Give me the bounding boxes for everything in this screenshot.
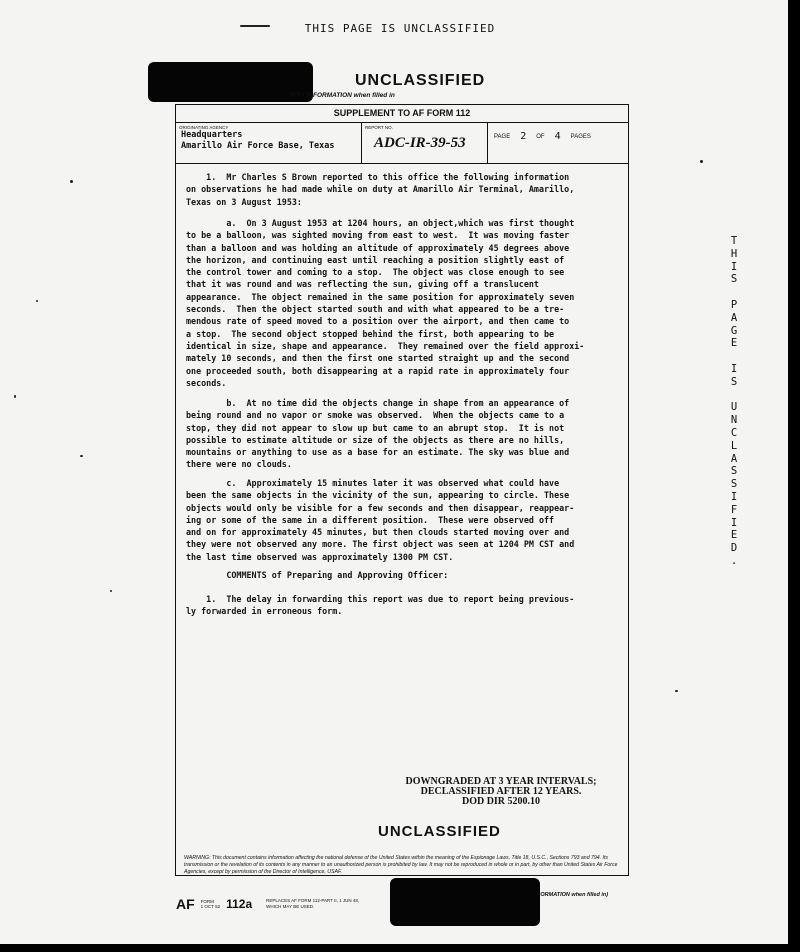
side-text-char: P: [730, 298, 738, 311]
af-label: AF: [176, 896, 195, 912]
side-text-char: [727, 350, 741, 363]
page-total: 4: [554, 131, 561, 142]
comments-heading: COMMENTS of Preparing and Approving Officer:: [186, 570, 449, 580]
downgrade-line-2: DECLASSIFIED AFTER 12 YEARS.: [420, 786, 582, 797]
side-text-char: U: [730, 401, 738, 414]
replaces-note: REPLACES AF FORM 112-PART II, 1 JUN 48, WHICH MAY BE USED.: [266, 898, 360, 909]
pages-label: PAGES: [570, 133, 591, 140]
scan-speck: [14, 395, 16, 398]
side-text-char: [727, 389, 741, 402]
form-number: 112a: [226, 897, 253, 911]
agency-line2: Amarillo Air Force Base, Texas: [181, 141, 335, 151]
side-text-char: S: [730, 273, 738, 286]
side-text-char: N: [730, 414, 738, 427]
side-text-char: A: [730, 311, 738, 324]
side-text-char: H: [730, 247, 738, 260]
form-header-row: [176, 123, 628, 164]
form-date-label: FORM 1 OCT 52: [200, 899, 221, 909]
form-title: SUPPLEMENT TO AF FORM 112: [176, 105, 628, 123]
classification-banner: THIS PAGE IS UNCLASSIFIED: [304, 22, 496, 35]
scan-edge-bottom: [0, 944, 800, 952]
scan-speck: [36, 300, 38, 302]
downgrade-line-1: DOWNGRADED AT 3 YEAR INTERVALS;: [405, 776, 597, 787]
agency-line1: Headquarters: [181, 130, 243, 140]
side-text-char: I: [730, 260, 738, 273]
warning-notice: WARNING: This document contains information affecting the national defense of the United States within the meaning of the Espionage Laws, Title 18, U.S.C., Sections 793 and 794. Its transmission or the revelation of its contents in any manner to an unauthorized person is prohibited by law. It may not be reproduced in whole or in part, by other than United States Air Force Agencies, except by permission of the Director of Intelligence, USAF.: [184, 855, 618, 875]
agency-label: ORIGINATING AGENCY: [179, 125, 229, 130]
side-text-char: F: [730, 503, 738, 516]
paragraph-1: 1. Mr Charles S Brown reported to this office the following information on observations he had made while on duty at Amarillo Air Terminal, Amarillo, Texas on 3 August 1953:: [186, 172, 575, 207]
side-text-char: I: [730, 362, 738, 375]
side-text-char: E: [730, 529, 738, 542]
side-text-char: L: [730, 439, 738, 452]
side-text-char: D: [730, 542, 738, 555]
side-text-char: S: [730, 478, 738, 491]
scan-speck: [80, 455, 83, 457]
side-classification-text: [727, 235, 741, 568]
side-text-char: S: [730, 375, 738, 388]
page-label: PAGE: [494, 133, 511, 140]
side-text-char: T: [730, 235, 738, 247]
redaction-block-bottom: [390, 878, 540, 926]
page-number: 2: [520, 131, 527, 142]
side-text-char: [727, 286, 741, 299]
classification-stamp: UNCLASSIFIED: [355, 72, 486, 89]
side-text-char: E: [730, 337, 738, 350]
classification-stamp-bottom: UNCLASSIFIED: [378, 823, 501, 840]
scan-edge-right: [788, 0, 800, 952]
side-text-char: I: [730, 516, 738, 529]
supplement-form: [175, 104, 629, 876]
paragraph-b: b. At no time did the objects change in shape from an appearance of being round and no vapor or smoke was observed. When the objects came to a stop, they did not appear to slow up but came to an abrupt stop. It is not possible to estimate altitude or size of the objects as there are no hills, mountains or anything to use as a base for an estimate. The sky was blue and there were no clouds.: [186, 398, 570, 470]
form-footer: [176, 896, 359, 912]
side-text-char: .: [730, 554, 738, 567]
side-text-char: S: [730, 465, 738, 478]
scan-speck: [110, 590, 112, 592]
scan-speck: [70, 180, 73, 183]
footer-security-line: FORMATION when filled in): [537, 892, 609, 898]
side-text-char: C: [730, 426, 738, 439]
report-number: ADC-IR-39-53: [374, 135, 466, 151]
security-info-line: RITY INFORMATION when filled in: [290, 92, 395, 99]
comment-1: 1. The delay in forwarding this report was due to report being previous- ly forwarded in erroneous form.: [186, 594, 575, 617]
downgrade-stamp: [381, 777, 621, 807]
report-no-cell: [362, 123, 488, 163]
of-label: OF: [536, 133, 545, 140]
downgrade-line-3: DOD DIR 5200.10: [461, 796, 541, 807]
scan-speck: [675, 690, 678, 692]
paragraph-a: a. On 3 August 1953 at 1204 hours, an object,which was first thought to be a balloon, was sighted moving from east to west. It was moving faster than a balloon and was holding an altitude of approximately 45 degrees above the horizon, and continuing east until reaching a position slightly east of the control tower and coming to a stop. The object was close enough to see that it was round and was reflecting the sun, giving off a translucent appearance. The object remained in the same position for approximately seven seconds. Then the object started south and with what appeared to be a tre- mendous rate of speed moved to a position over the airport, and then came to a stop. The second object stopped behind the first, both appearing to be identical in size, shape and appearance. They remained over the field approxi- mately 10 seconds, and then the first one started straight up and the second one proceeded south, both disappearing at a rapid rate in approximately four seconds.: [186, 218, 585, 388]
page-cell: [488, 123, 628, 163]
report-no-label: REPORT NO.: [365, 125, 393, 130]
agency-cell: [176, 123, 362, 163]
paragraph-c: c. Approximately 15 minutes later it was observed what could have been the same objects in the vicinity of the sun, appearing to circle. These objects would only be visible for a few seconds and then disappear, reappear- ing or some of the same in a different position. These were observed off and on for approximately 45 minutes, but then clouds started moving over and they were not observed any more. The first object was seen at 1204 PM CST and the last time observed was approximately 1300 PM CST.: [186, 478, 575, 562]
side-text-char: I: [730, 490, 738, 503]
scan-speck: [700, 160, 703, 163]
side-text-char: G: [730, 324, 738, 337]
side-text-char: A: [730, 452, 738, 465]
redaction-block: [148, 62, 313, 102]
